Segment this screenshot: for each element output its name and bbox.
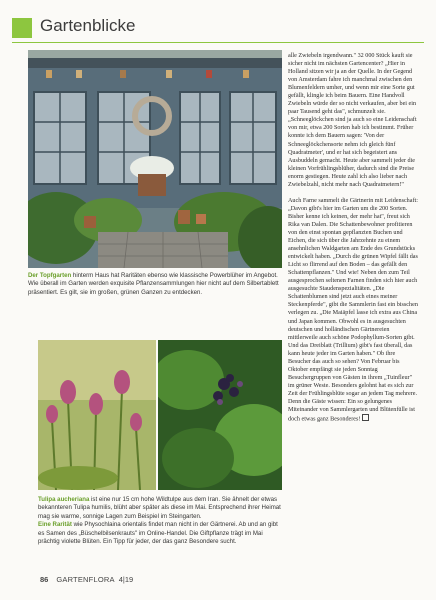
page-number: 86 bbox=[40, 575, 49, 584]
caption-text-tulip: ist eine nur 15 cm hohe Wildtulpe aus dem Iran. Sie ähnelt der etwas bekannteren Tulipa humilis, blüht aber später als diese im Mai. Entsprechend ihrer Heimat mag sie warme, sonnige Lagen zum Beispiel im Steingarten. bbox=[38, 496, 281, 520]
issue-number: 4|19 bbox=[118, 575, 134, 584]
header-rule bbox=[12, 42, 424, 43]
section-title: Gartenblicke bbox=[40, 16, 136, 35]
photo-pot-garden bbox=[28, 50, 282, 268]
caption-text-rarity: wie Physochlaina orientalis findet man nicht in der Gärtnerei. Ab und an gibt es Samen des „Büschelbilsenkrauts" im Online-Handel. Die Giftpflanze trägt im Mai prächtig violette Blüten. Ein Tipp für jeder, der das ganz Besondere sucht. bbox=[38, 521, 278, 546]
photo-physochlaina bbox=[158, 340, 282, 490]
section-color-block bbox=[12, 18, 32, 38]
article-body-column bbox=[288, 52, 418, 424]
caption-highlight: Der Topfgarten bbox=[28, 272, 72, 279]
page-footer bbox=[40, 575, 133, 584]
caption-highlight-tulip: Tulipa aucheriana bbox=[38, 496, 90, 503]
caption-pot-garden bbox=[28, 272, 282, 297]
caption-highlight-rarity: Eine Rarität bbox=[38, 521, 72, 529]
article-paragraph: Auch Farne sammelt die Gärtnerin mit Leidenschaft: „Davon gibt's hier im Garten um die 200 Sorten. Bisher kenne ich keinen, der mehr hat", freut sich Rika van Dalen. Die Schattenbewohner profitieren von den einst spontan gepflanzten Buchen und Eichen, die sich über die Jahrzehnte zu einem ansehnlichen Waldgarten am Ende des Grundstücks entwickelt haben. „Durch die grünen Wipfel fällt das Licht so flirrend auf den Boden – das gefällt den Schattenpflanzen." Und wie! Neben den zum Teil ausgesprochen seltenen Farnen finden sich hier auch ausgesuchte Staudenspezialitäten. „Die Schattenblumen sind jetzt auch eines meiner Steckenpferde", gibt die Sammlerin fast ein bisschen verlegen zu. „Die Maiäpfel lasse ich extra aus China und Japan kommen. Obwohl es in ausgesuchten deutschen und holländischen Gärtnereien mittlerweile auch schöne Podophyllum-Sorten gibt. Und das Dreiblatt (Trillium) gibt's fast überall, das kann heute jeder im Garten haben." Ob ihre Besucher das auch so sehen? Von Februar bis Oktober empfängt sie jeden Sonntag Besuchergruppen von Gästen in ihrem „Tuinfleur" im grüner Weste. Besonders gelohnt hat es sich zur Zeit der Frühlingsblüte sogar an jedem Tag mehrere. Denn die Gäste wissen: Ein so gelungenes Miteinander von Sammlergarten und Blütenfülle ist doch etwas ganz Besonderes! bbox=[288, 197, 418, 423]
end-of-article-mark bbox=[362, 414, 369, 421]
caption-tulip-and-rarity bbox=[38, 496, 282, 546]
photo-tulipa-aucheriana bbox=[38, 340, 156, 490]
magazine-name: GARTENFLORA bbox=[56, 575, 115, 584]
article-paragraph: alle Zwiebeln irgendwann." 32 000 Stück kauft sie sicher nicht im nächsten Gartencenter? „Hier in Holland sitzen wir ja an der Quelle. In der Gegend von Amsterdam fahre ich manchmal zwischen den Blumenfeldern umher, und wenn mir eine Sorte gut gefällt, klingle ich beim Bauern. Eine Handvoll Zwiebeln würde der so nicht verkaufen, aber bei ein paar Tausend geht das", schmunzelt sie. „Schneeglöckchen sind ja auch so eine Leidenschaft von mir, etwa 200 Sorten hab ich bestimmt. Früher konnte ich dem Bauern sagen: 'Von der Schneeglöckchensorte nehm ich gleich fünf Quadratmeter', und er hat sich begeistert ans Ausbuddeln gemacht. Heute aber sammelt jeder die kleinen Vorfrühlingsblüher, dadurch sind die Preise enorm gestiegen. Heute zahl ich also lieber nach Zwiebelzahl, nicht mehr nach Quadratmetern!" bbox=[288, 53, 417, 188]
caption-text: hinterm Haus hat Raritäten ebenso wie klassische Powerblüher im Angebot. Wie überall im Garten werden exquisite Pflanzensammlungen hier nicht auf dem Silbertablett präsentiert. Es gilt, sie im großen, grünen Ganzen zu entdecken. bbox=[28, 272, 279, 296]
